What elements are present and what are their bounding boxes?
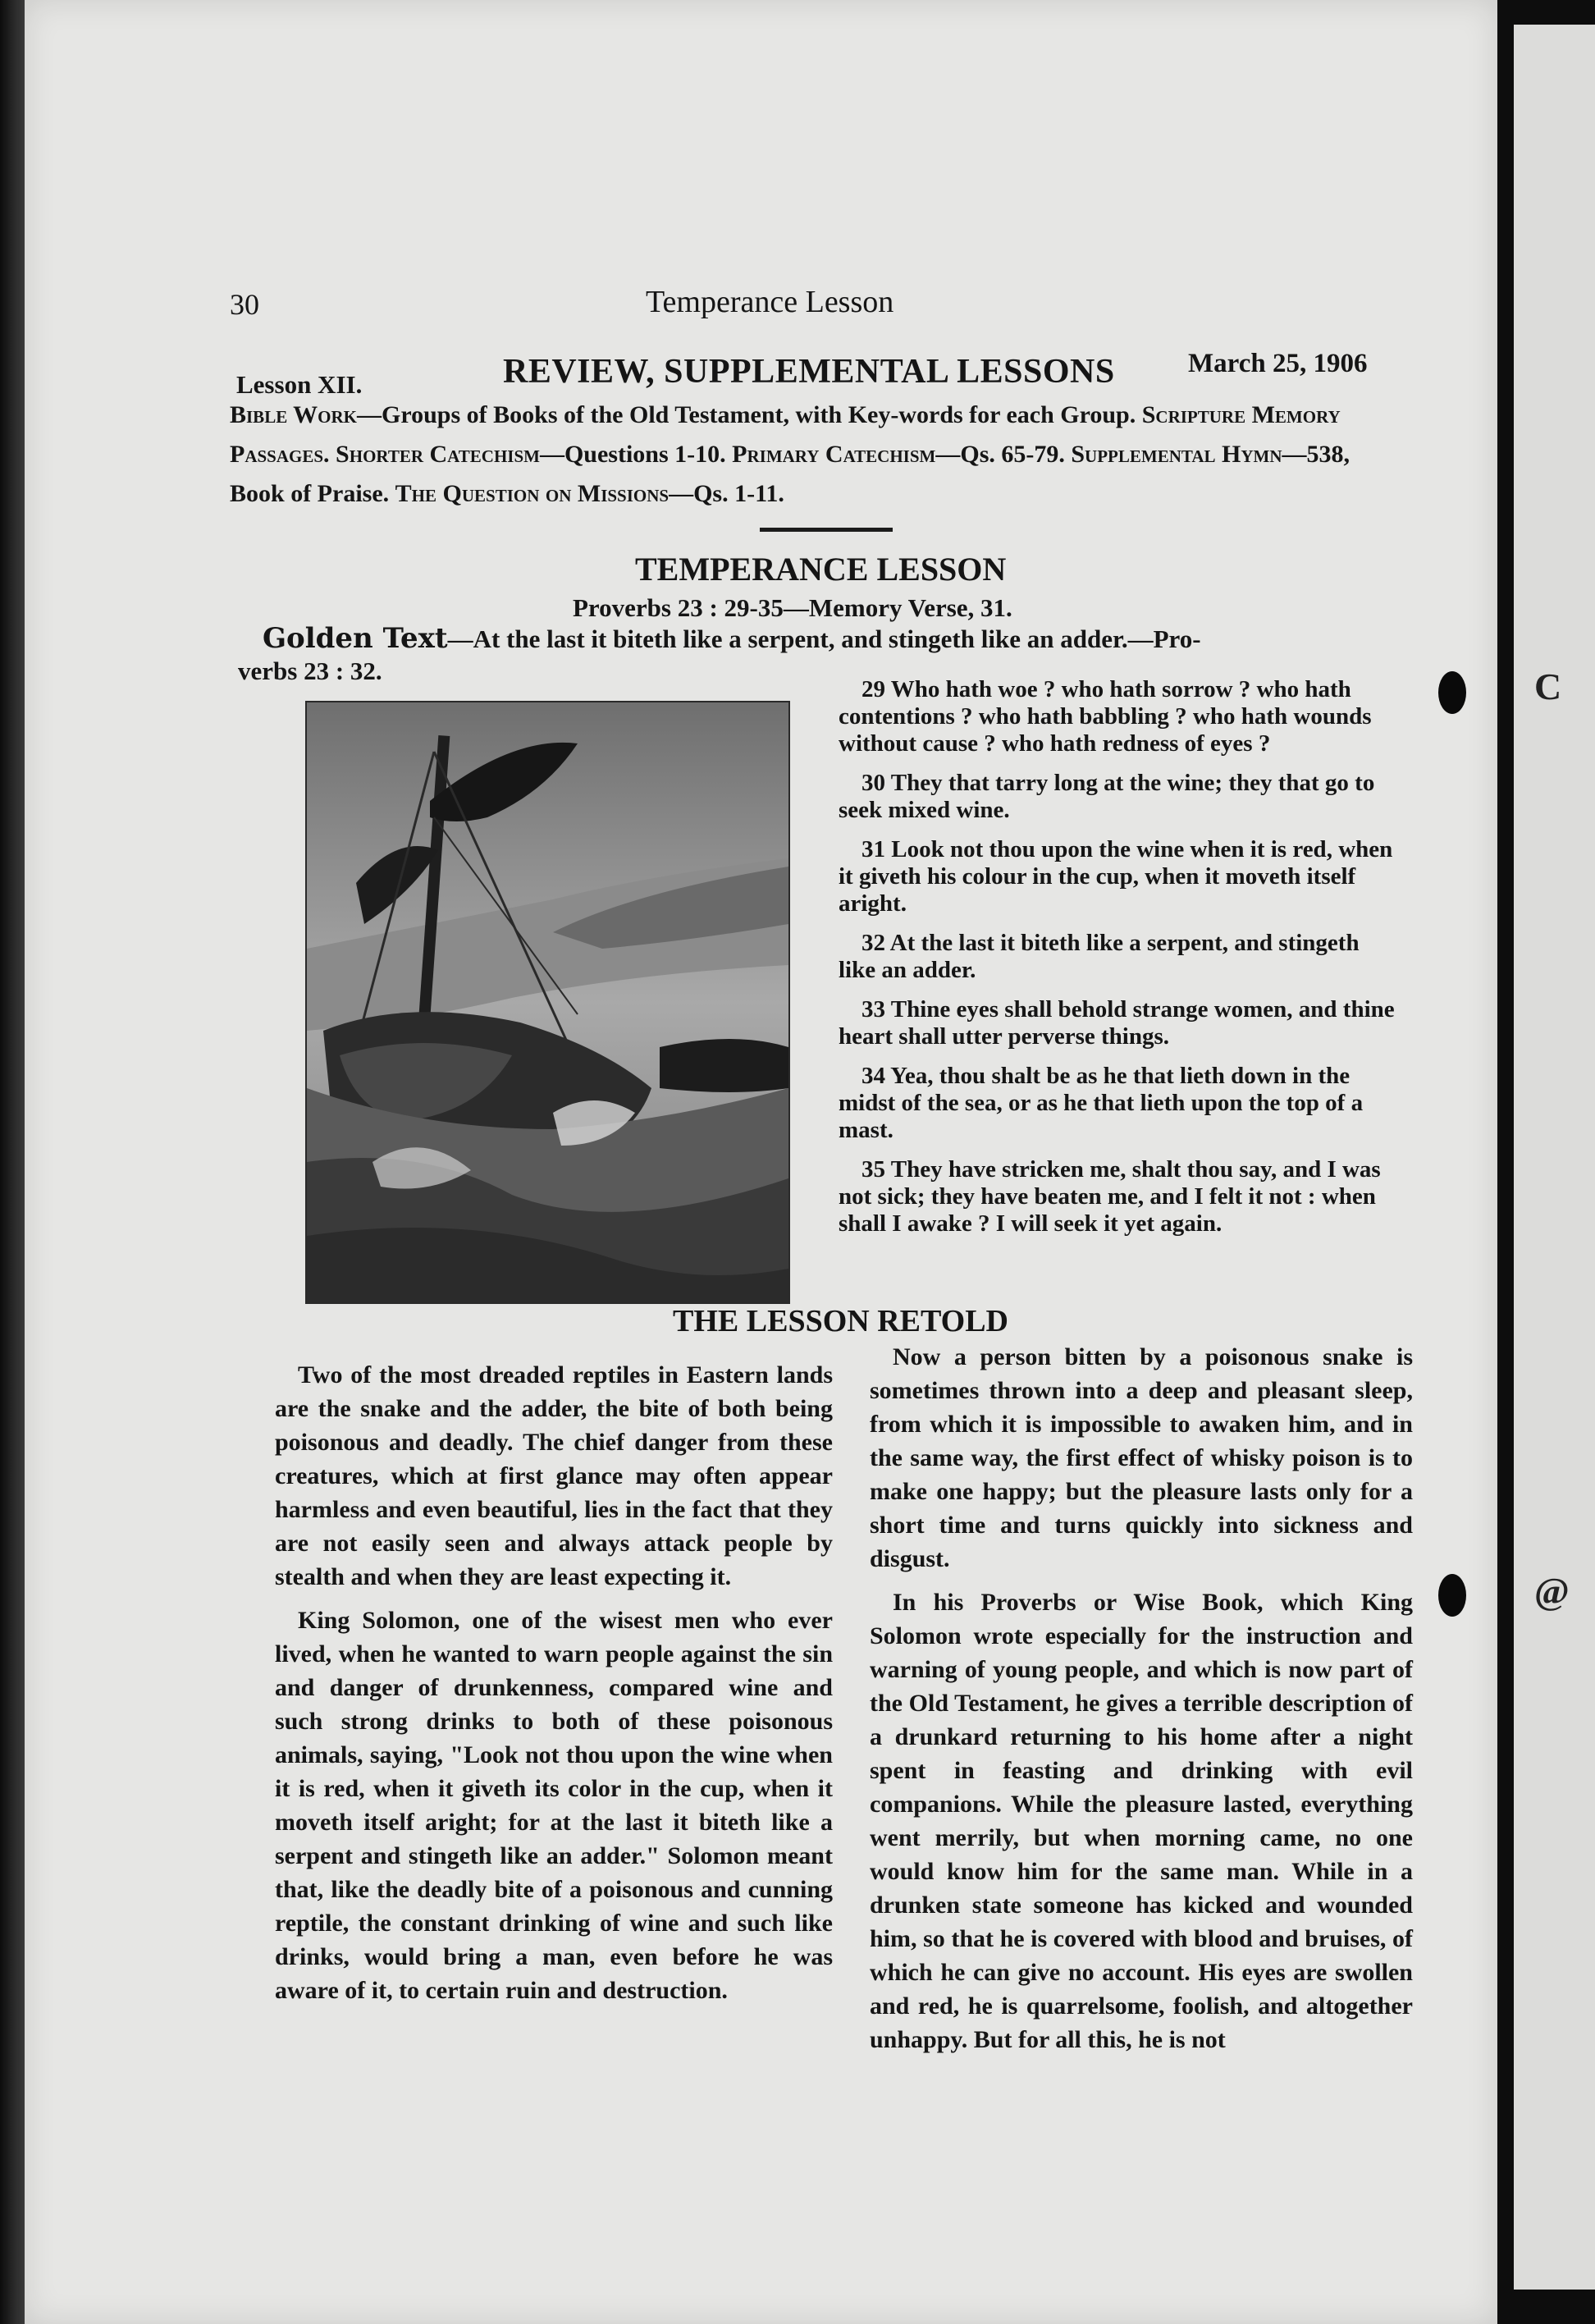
golden-text [263,622,1411,656]
primary-catechism-text: —Qs. 65-79. [935,441,1065,468]
punch-hole [1438,1574,1466,1617]
lesson-retold-title: THE LESSON RETOLD [673,1304,1009,1338]
supplemental-hymn-label: Supplemental Hymn [1071,441,1282,468]
running-head: Temperance Lesson [646,285,894,319]
missions-text: —Qs. 1-11. [669,480,784,507]
verse-33: 33 Thine eyes shall behold strange women, and thine heart shall utter perverse things. [839,996,1395,1050]
verse-30: 30 They that tarry long at the wine; they that go to seek mixed wine. [839,770,1375,823]
facing-page-fragment: @ [1534,1570,1570,1612]
section-divider [760,528,893,532]
missions-label: The Question on Missions [395,480,670,507]
bible-work-text: —Groups of Books of the Old Testament, with Key-words for each Group. [357,401,1136,428]
shipwreck-illustration [305,701,790,1304]
shorter-catechism-text: —Questions 1-10. [539,441,726,468]
verse-29: 29 Who hath woe ? who hath sorrow ? who hath contentions ? who hath babbling ? who hath wounds without cause ? who hath redness of eyes ? [839,676,1372,757]
supplemental-hymn-text: —538, Book of Praise. [230,441,1350,507]
retold-paragraph: Now a person bitten by a poisonous snake is sometimes thrown into a deep and pleasant sleep, from which it is impossible to awaken him, and in the same way, the first effect of whisky poison is to make one happy; but the pleasure lasts only for a short time and turns quickly into sickness and disgust. [870,1343,1413,1572]
verse-34: 34 Yea, thou shalt be as he that lieth down in the midst of the sea, or as he that lieth upon the top of a mast. [839,1063,1364,1143]
shorter-catechism-label: Shorter Catechism [336,441,540,468]
retold-right-column [870,1340,1413,2066]
shipwreck-engraving [307,702,788,1302]
verse-32: 32 At the last it biteth like a serpent, and stingeth like an adder. [839,930,1360,983]
golden-text-label: Golden Text [263,622,448,655]
punch-hole [1438,671,1466,714]
lesson-date: March 25, 1906 [1188,349,1368,378]
facing-page-fragment: C [1534,666,1562,707]
facing-page [1514,25,1595,2290]
page-number: 30 [230,288,259,321]
retold-paragraph: In his Proverbs or Wise Book, which King Solomon wrote especially for the instruction and warning of young people, and which is now part of the Old Testament, he gives a terrible description of a drunkard returning to his home after a night spent in feasting and drinking with evil companions. While the pleasure lasted, everything went merrily, but when morning came, no one would know him for the same man. While in a drunken state someone has kicked and wounded him, so that he is covered with blood and bruises, of which he can give no account. His eyes are swollen and red, he is quarrelsome, foolish, and altogether unhappy. But for all this, he is not [870,1589,1413,2053]
verse-31: 31 Look not thou upon the wine when it is red, when it giveth his colour in the cup, when it moveth itself aright. [839,836,1393,917]
golden-text-body: —At the last it biteth like a serpent, and stingeth like an adder.—Pro- [447,624,1201,653]
bible-work-label: Bible Work [230,401,357,428]
temperance-title: TEMPERANCE LESSON [635,551,1007,588]
book-binding [0,0,25,2324]
retold-left-column [275,1358,833,2017]
retold-paragraph: King Solomon, one of the wisest men who ever lived, when he wanted to warn people against the sin and danger of drunkenness, compared wine and such strong drinks to both of these poisonous animals, saying, "Look not thou upon the wine when it is red, when it giveth its color in the cup, when it moveth itself aright; for at the last it biteth like a serpent and stingeth like an adder." Solomon meant that, like the deadly bite of a poisonous and cunning reptile, the constant drinking of wine and such like drinks, would bring a man, even before he was aware of it, to certain ruin and destruction. [275,1607,833,2004]
primary-catechism-label: Primary Catechism [732,441,936,468]
scripture-label: Scripture Memory Passages. [230,401,1341,468]
temperance-reference: Proverbs 23 : 29-35—Memory Verse, 31. [573,593,1012,622]
verse-35: 35 They have stricken me, shalt thou say, and I was not sick; they have beaten me, and I felt it not : when shall I awake ? I will seek it yet again. [839,1156,1381,1237]
lesson-title: REVIEW, SUPPLEMENTAL LESSONS [503,353,1115,391]
scripture-verses [839,676,1396,1250]
retold-paragraph: Two of the most dreaded reptiles in Eastern lands are the snake and the adder, the bite of both being poisonous and deadly. The chief danger from these creatures, which at first glance may often appear harmless and even beautiful, lies in the fact that they are not easily seen and always attack people by stealth and when they are least expecting it. [275,1361,833,1590]
lesson-number: Lesson XII. [236,370,363,399]
facing-page-edge [1497,0,1595,2324]
lesson-info-block [230,396,1403,514]
book-page [25,0,1497,2324]
golden-text-continued: verbs 23 : 32. [238,656,382,685]
